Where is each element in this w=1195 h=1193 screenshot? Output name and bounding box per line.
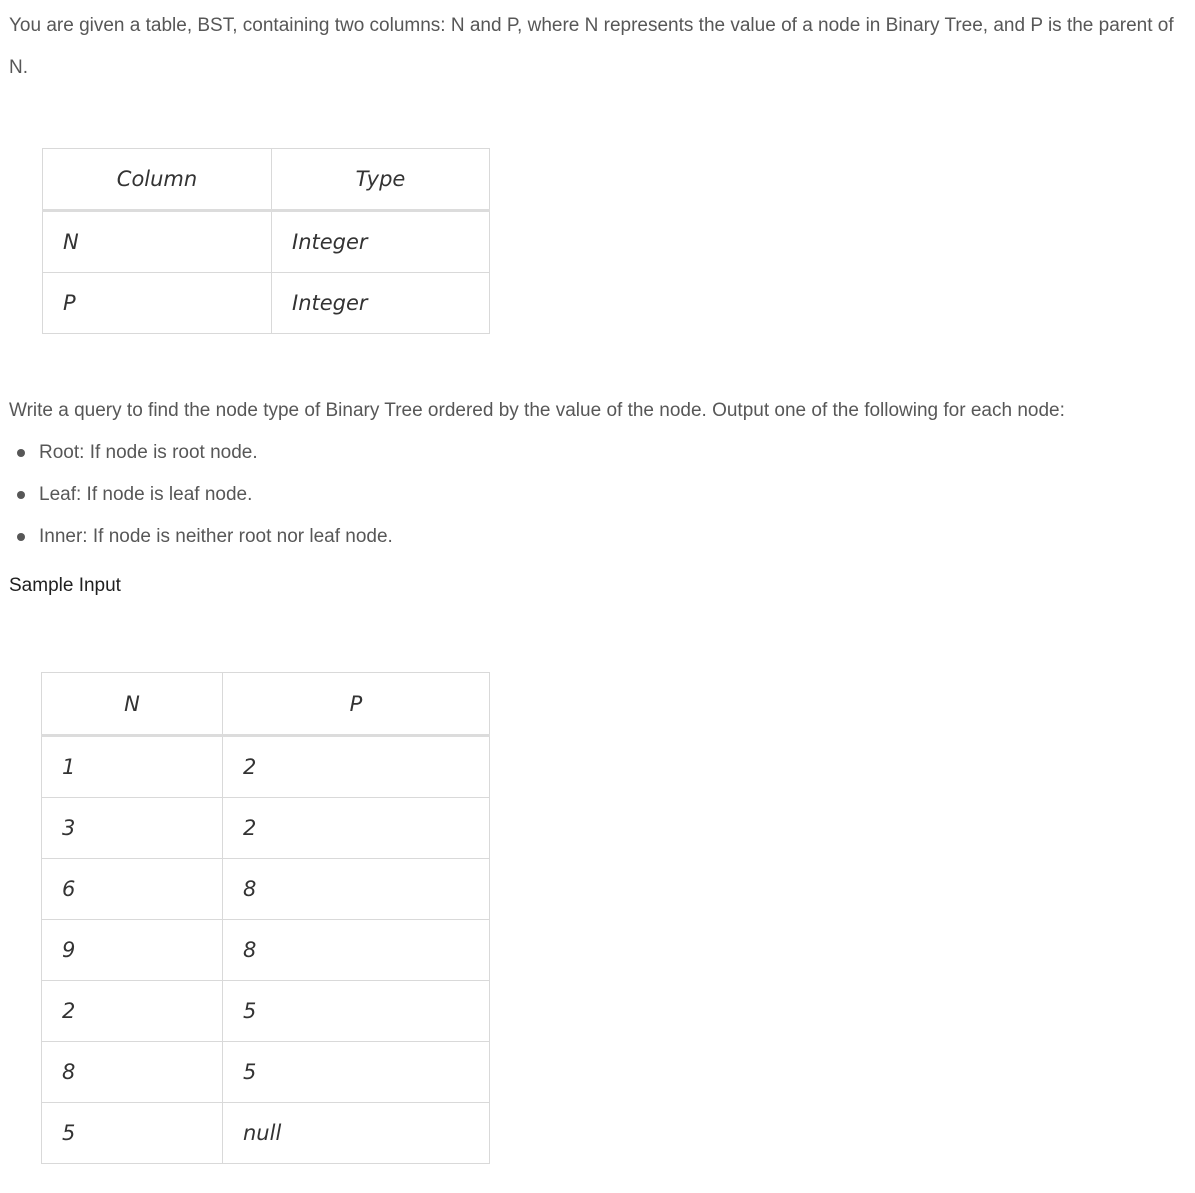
- sample-cell-n: 1: [42, 736, 223, 798]
- sample-cell-p: 2: [223, 798, 490, 859]
- table-row: [43, 273, 490, 334]
- schema-table: [42, 148, 490, 334]
- query-instruction: Write a query to find the node type of Binary Tree ordered by the value of the node. Output one of the following for each node:: [9, 400, 1065, 421]
- table-row: [42, 798, 490, 859]
- table-row: [42, 920, 490, 981]
- list-item: [0, 432, 393, 474]
- sample-cell-p: 5: [223, 1042, 490, 1103]
- sample-input-heading: Sample Input: [9, 575, 121, 596]
- schema-header-row: [43, 149, 490, 211]
- list-item: [0, 474, 393, 516]
- schema-cell-column: P: [43, 273, 272, 334]
- sample-cell-p: 8: [223, 859, 490, 920]
- list-item-text: Root: If node is root node.: [39, 442, 258, 463]
- sample-cell-p: 2: [223, 736, 490, 798]
- schema-cell-column: N: [43, 211, 272, 273]
- schema-cell-type: Integer: [272, 211, 490, 273]
- bullet-icon: [17, 491, 25, 499]
- sample-header-p: P: [223, 673, 490, 736]
- table-row: [43, 211, 490, 273]
- sample-cell-p: null: [223, 1103, 490, 1164]
- node-type-list: [0, 432, 393, 558]
- sample-cell-n: 2: [42, 981, 223, 1042]
- sample-cell-n: 5: [42, 1103, 223, 1164]
- sample-cell-n: 9: [42, 920, 223, 981]
- sample-cell-n: 3: [42, 798, 223, 859]
- bullet-icon: [17, 449, 25, 457]
- sample-input-table: [41, 672, 490, 1164]
- schema-cell-type: Integer: [272, 273, 490, 334]
- schema-header-column: Column: [43, 149, 272, 211]
- schema-header-type: Type: [272, 149, 490, 211]
- sample-header-n: N: [42, 673, 223, 736]
- table-row: [42, 1042, 490, 1103]
- table-row: [42, 981, 490, 1042]
- sample-cell-p: 8: [223, 920, 490, 981]
- table-row: [42, 736, 490, 798]
- intro-paragraph: You are given a table, BST, containing two columns: N and P, where N represents the value of a node in Binary Tree, and P is the parent of N.: [9, 15, 1174, 78]
- sample-cell-n: 6: [42, 859, 223, 920]
- table-row: [42, 1103, 490, 1164]
- list-item-text: Leaf: If node is leaf node.: [39, 484, 253, 505]
- list-item: [0, 516, 393, 558]
- table-row: [42, 859, 490, 920]
- sample-cell-n: 8: [42, 1042, 223, 1103]
- list-item-text: Inner: If node is neither root nor leaf node.: [39, 526, 393, 547]
- sample-cell-p: 5: [223, 981, 490, 1042]
- sample-header-row: [42, 673, 490, 736]
- bullet-icon: [17, 533, 25, 541]
